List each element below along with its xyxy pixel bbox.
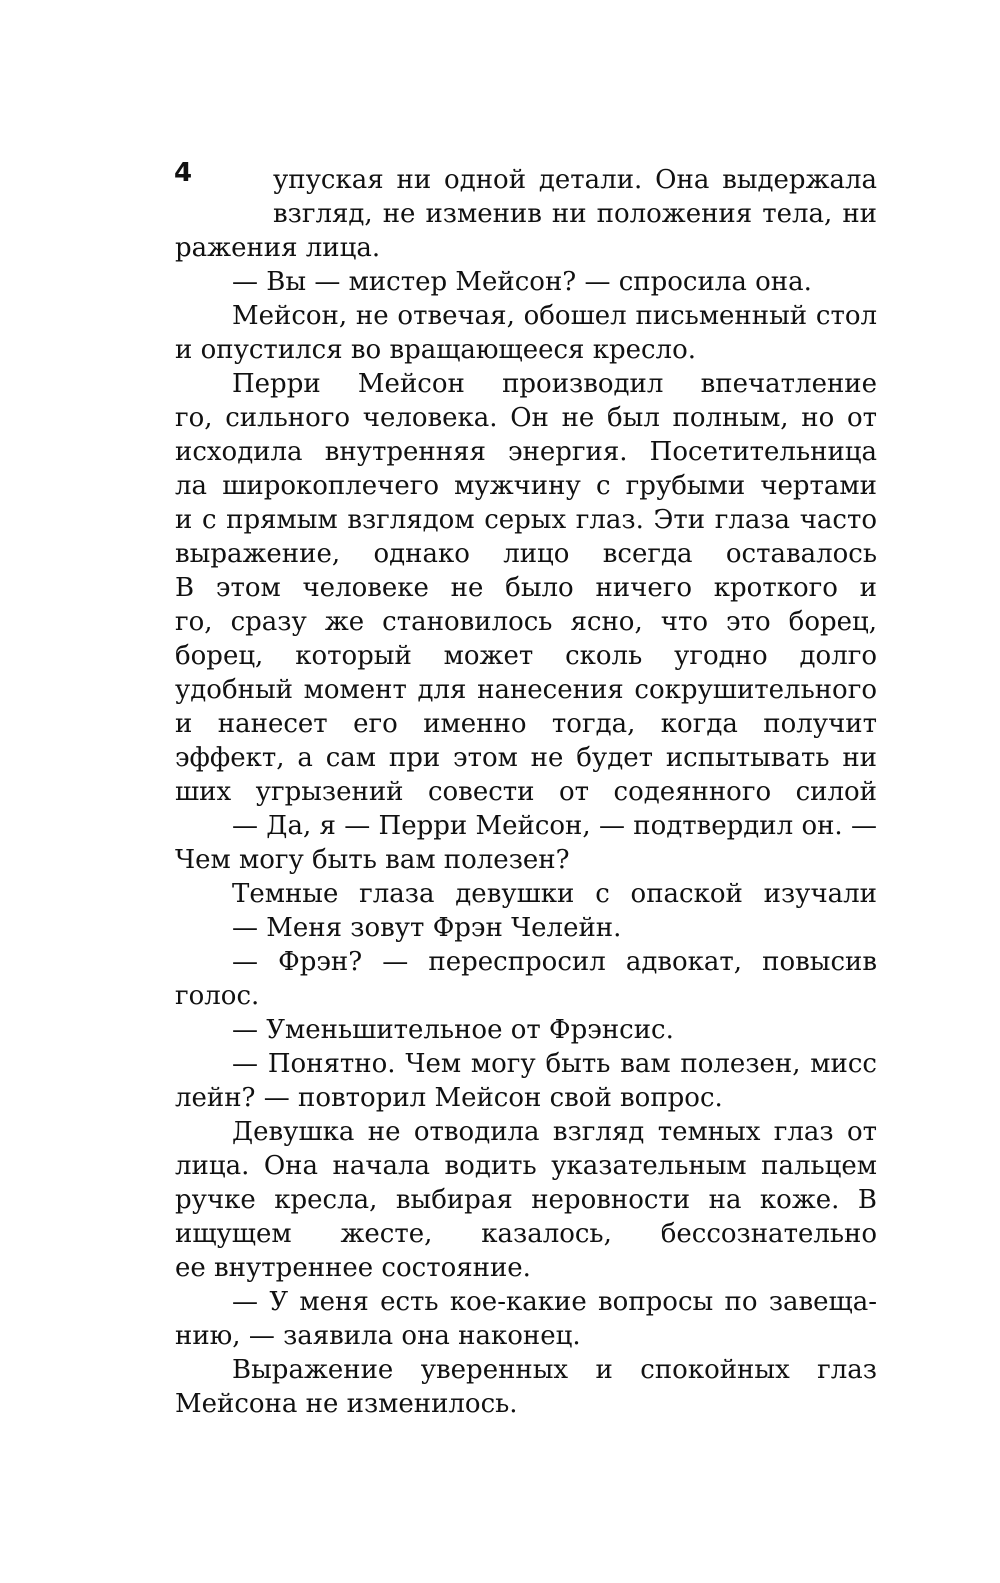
page-number: 4 (174, 158, 193, 188)
body-text (175, 163, 877, 1421)
text-line: — Понятно. Чем могу быть вам полезен, мисс (232, 1049, 877, 1079)
text-line: ших угрызений совести от содеянного силой (175, 777, 877, 807)
text-line: Девушка не отводила взгляд темных глаз от (232, 1117, 877, 1147)
text-line: и опустился во вращающееся кресло. (175, 335, 696, 365)
text-line: лейн? — повторил Мейсон свой вопрос. (175, 1083, 723, 1113)
text-line: го, сразу же становилось ясно, что это борец, (175, 607, 877, 637)
text-line: Чем могу быть вам полезен? (175, 845, 570, 875)
text-line: Мейсона не изменилось. (175, 1389, 518, 1419)
text-line: и нанесет его именно тогда, когда получит (175, 709, 877, 739)
text-line: Выражение уверенных и спокойных глаз (232, 1355, 877, 1385)
text-line: эффект, а сам при этом не будет испытывать ни (175, 743, 877, 773)
text-line: Перри Мейсон производил впечатление (232, 369, 877, 399)
text-line: — Вы — мистер Мейсон? — спросила она. (232, 267, 812, 297)
text-line: — Фрэн? — переспросил адвокат, повысив (232, 947, 877, 977)
text-line: удобный момент для нанесения сокрушительного (175, 675, 877, 705)
text-line: ищущем жесте, казалось, бессознательно (175, 1219, 877, 1249)
text-line: — Меня зовут Фрэн Челейн. (232, 913, 622, 943)
text-line: Темные глаза девушки с опаской изучали (232, 879, 877, 909)
text-line: го, сильного человека. Он не был полным, но от (175, 403, 877, 433)
text-line: исходила внутренняя энергия. Посетительница (175, 437, 877, 467)
text-line: — У меня есть кое-какие вопросы по завеща- (232, 1287, 877, 1317)
text-line: упуская ни одной детали. Она выдержала (273, 165, 877, 195)
text-line: — Уменьшительное от Фрэнсис. (232, 1015, 674, 1045)
text-line: В этом человеке не было ничего кроткого и (175, 573, 877, 603)
text-line: выражение, однако лицо всегда оставалось (175, 539, 877, 569)
text-line: нию, — заявила она наконец. (175, 1321, 581, 1351)
text-line: борец, который может сколь угодно долго (175, 641, 877, 671)
text-line: — Да, я — Перри Мейсон, — подтвердил он. — (232, 811, 877, 841)
text-line: лица. Она начала водить указательным пальцем (175, 1151, 877, 1181)
text-line: ражения лица. (175, 233, 381, 263)
text-line: Мейсон, не отвечая, обошел письменный стол (232, 301, 877, 331)
text-line: ла широкоплечего мужчину с грубыми чертами (175, 471, 877, 501)
text-line: и с прямым взглядом серых глаз. Эти глаза часто (175, 505, 877, 535)
text-line: взгляд, не изменив ни положения тела, ни (273, 199, 877, 229)
text-line: голос. (175, 981, 260, 1011)
text-line: ее внутреннее состояние. (175, 1253, 531, 1283)
text-line: ручке кресла, выбирая неровности на коже. В (175, 1185, 877, 1215)
